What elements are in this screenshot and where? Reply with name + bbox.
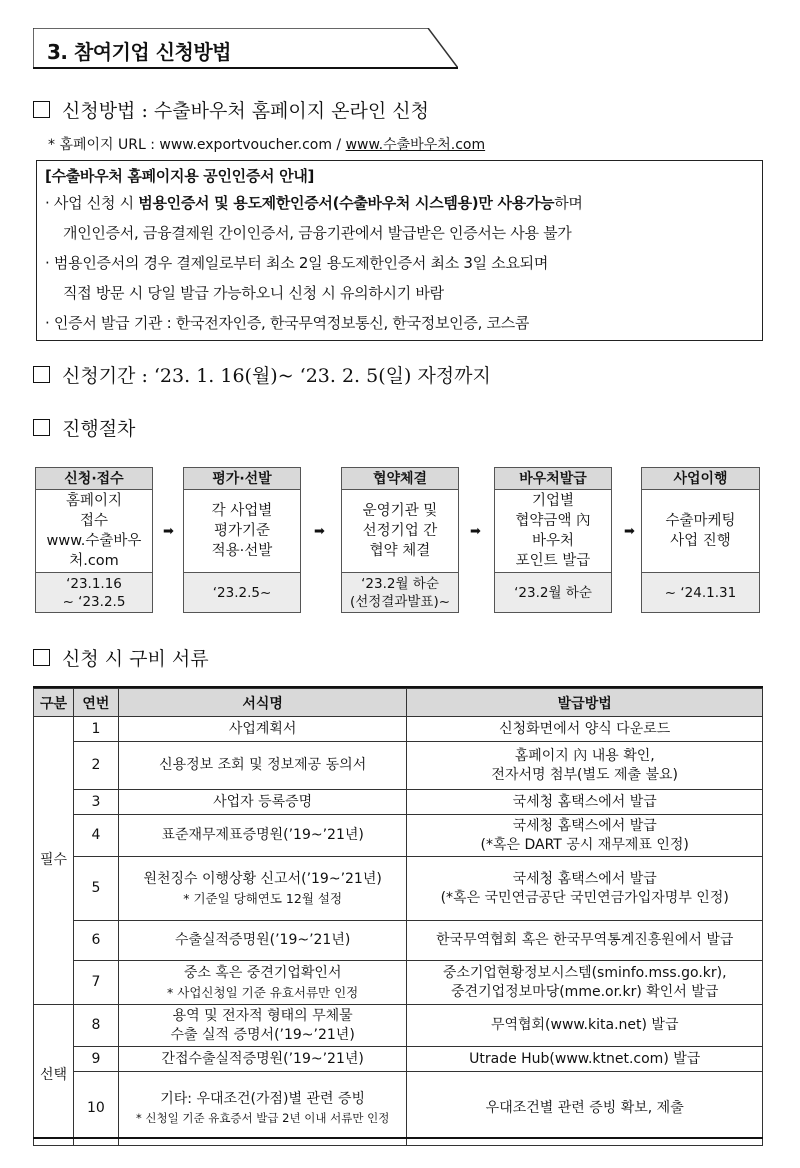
step-title: 평가·선발 [184, 468, 300, 490]
notice-line-3: · 범용인증서의 경우 결제일로부터 최소 2일 용도제한인증서 최소 3일 소요되며 [45, 254, 549, 272]
col-header-form-name: 서식명 [118, 689, 407, 717]
row-form-name [118, 961, 407, 1005]
arrow-right-icon: ➡ [314, 524, 325, 539]
row-issue-method: 한국무역협회 혹은 한국무역통계진흥원에서 발급 [407, 921, 763, 961]
step-date: ‘23.2월 하순 (선정결과발표)~ [342, 572, 458, 612]
row-number: 2 [73, 742, 118, 790]
table-header-row [34, 689, 763, 717]
step-body: 홈페이지 접수 www.수출바우처.com [46, 493, 142, 569]
step-date: ~ ‘24.1.31 [642, 572, 759, 612]
notice-line-4: 직접 방문 시 당일 발급 가능하오니 신청 시 유의하시기 바람 [63, 284, 444, 302]
row-number: 8 [73, 1005, 118, 1047]
certificate-notice-box [36, 160, 763, 341]
process-step-apply [35, 467, 153, 613]
row-number: 4 [73, 815, 118, 857]
section-title: 3. 참여기업 신청방법 [47, 40, 231, 64]
row-issue-method: 국세청 홈택스에서 발급 (*혹은 DART 공시 재무제표 인정) [407, 815, 763, 857]
arrow-right-icon: ➡ [163, 524, 174, 539]
group-optional: 선택 [34, 1005, 74, 1146]
table-row [34, 742, 763, 790]
row-form-name: 신용정보 조회 및 정보제공 동의서 [118, 742, 407, 790]
step-body: 각 사업별 평가기준 적용·선발 [211, 503, 273, 559]
checkbox-square-icon [33, 101, 50, 118]
process-step-evaluate [183, 467, 301, 613]
step-date: ‘23.2.5~ [184, 572, 300, 612]
row-form-name: 간접수출실적증명원(’19~’21년) [118, 1047, 407, 1072]
process-step-voucher [494, 467, 612, 613]
group-required: 필수 [34, 717, 74, 1005]
col-header-category: 구분 [34, 689, 74, 717]
row-form-name: 사업자 등록증명 [118, 790, 407, 815]
notice-line-1c: 하며 [554, 194, 583, 212]
procedure-heading [33, 414, 135, 441]
table-row [34, 1047, 763, 1072]
notice-title: [수출바우처 홈페이지용 공인인증서 안내] [45, 167, 315, 185]
form-name-note: * 기준일 당해연도 12월 설정 [183, 890, 343, 906]
row-issue-method: 국세청 홈택스에서 발급 (*혹은 국민연금공단 국민연금가입자명부 인정) [407, 857, 763, 921]
form-name-main: 중소 혹은 중견기업확인서 [183, 964, 342, 981]
row-form-name [118, 1072, 407, 1146]
row-number: 10 [73, 1072, 118, 1146]
col-header-issue-method: 발급방법 [407, 689, 763, 717]
method-heading-text: 신청방법 : 수출바우처 홈페이지 온라인 신청 [62, 100, 429, 122]
row-issue-method: 국세청 홈택스에서 발급 [407, 790, 763, 815]
row-issue-method: 신청화면에서 양식 다운로드 [407, 717, 763, 742]
form-name-note: * 신청일 기준 유효증서 발급 2년 이내 서류만 인정 [135, 1110, 390, 1125]
form-name-note: * 사업신청일 기준 유효서류만 인정 [167, 984, 359, 1000]
arrow-right-icon: ➡ [470, 524, 481, 539]
method-heading [33, 96, 429, 123]
step-title: 바우처발급 [495, 468, 611, 490]
row-number: 5 [73, 857, 118, 921]
step-body: 기업별 협약금액 內 바우처 포인트 발급 [515, 493, 591, 569]
table-row [34, 1005, 763, 1047]
row-form-name: 사업계획서 [118, 717, 407, 742]
row-form-name: 수출실적증명원(’19~’21년) [118, 921, 407, 961]
documents-table [33, 688, 763, 1146]
section-header [33, 28, 458, 70]
table-row [34, 717, 763, 742]
procedure-heading-text: 진행절차 [62, 418, 136, 440]
row-number: 9 [73, 1047, 118, 1072]
period-heading [33, 361, 491, 388]
step-body: 수출마케팅 사업 진행 [665, 513, 736, 549]
form-name-main: 기타: 우대조건(가점)별 관련 증빙 [160, 1090, 366, 1107]
table-row [34, 1072, 763, 1146]
notice-line-5: · 인증서 발급 기관 : 한국전자인증, 한국무역정보통신, 한국정보인증, 코스콤 [45, 314, 530, 332]
col-header-number: 연번 [73, 689, 118, 717]
documents-heading-text: 신청 시 구비 서류 [62, 648, 209, 670]
documents-heading [33, 644, 209, 671]
process-step-agreement [341, 467, 459, 613]
row-issue-method: 무역협회(www.kita.net) 발급 [407, 1005, 763, 1047]
step-body: 운영기관 및 선정기업 간 협약 체결 [362, 503, 438, 559]
row-issue-method: 중소기업현황정보시스템(sminfo.mss.go.kr), 중견기업정보마당(mme.or.kr) 확인서 발급 [407, 961, 763, 1005]
row-issue-method: 우대조건별 관련 증빙 확보, 제출 [407, 1072, 763, 1146]
table-row [34, 921, 763, 961]
step-title: 신청·접수 [36, 468, 152, 490]
row-form-name: 용역 및 전자적 형태의 무체물 수출 실적 증명서(’19~’21년) [118, 1005, 407, 1047]
notice-line-1a: · 사업 신청 시 [45, 194, 139, 212]
notice-line-1 [45, 188, 754, 218]
table-row [34, 790, 763, 815]
table-row [34, 815, 763, 857]
row-number: 6 [73, 921, 118, 961]
homepage-url-note [48, 134, 485, 154]
step-date: ‘23.1.16 ~ ‘23.2.5 [36, 572, 152, 612]
table-row [34, 961, 763, 1005]
notice-line-1-bold: 범용인증서 및 용도제한인증서(수출바우처 시스템용)만 사용가능 [138, 194, 555, 212]
row-number: 7 [73, 961, 118, 1005]
arrow-right-icon: ➡ [624, 524, 635, 539]
table-bottom-rule [33, 1137, 763, 1139]
step-date: ‘23.2월 하순 [495, 572, 611, 612]
process-step-execute [641, 467, 760, 613]
row-number: 1 [73, 717, 118, 742]
homepage-link[interactable]: www.수출바우처.com [345, 137, 486, 153]
row-form-name: 표준재무제표증명원(’19~’21년) [118, 815, 407, 857]
url-note-prefix: * 홈페이지 URL : www.exportvoucher.com / [48, 137, 346, 153]
form-name-main: 원천징수 이행상황 신고서(’19~’21년) [143, 870, 382, 887]
checkbox-square-icon [33, 419, 50, 436]
row-number: 3 [73, 790, 118, 815]
row-form-name [118, 857, 407, 921]
checkbox-square-icon [33, 366, 50, 383]
row-issue-method: 홈페이지 內 내용 확인, 전자서명 첨부(별도 제출 불요) [407, 742, 763, 790]
period-heading-text: 신청기간 : ‘23. 1. 16(월)~ ‘23. 2. 5(일) 자정까지 [62, 365, 491, 387]
row-issue-method: Utrade Hub(www.ktnet.com) 발급 [407, 1047, 763, 1072]
step-title: 사업이행 [642, 468, 759, 490]
step-title: 협약체결 [342, 468, 458, 490]
table-row [34, 857, 763, 921]
notice-line-2: 개인인증서, 금융결제원 간이인증서, 금융기관에서 발급받은 인증서는 사용 불가 [63, 224, 572, 242]
checkbox-square-icon [33, 649, 50, 666]
